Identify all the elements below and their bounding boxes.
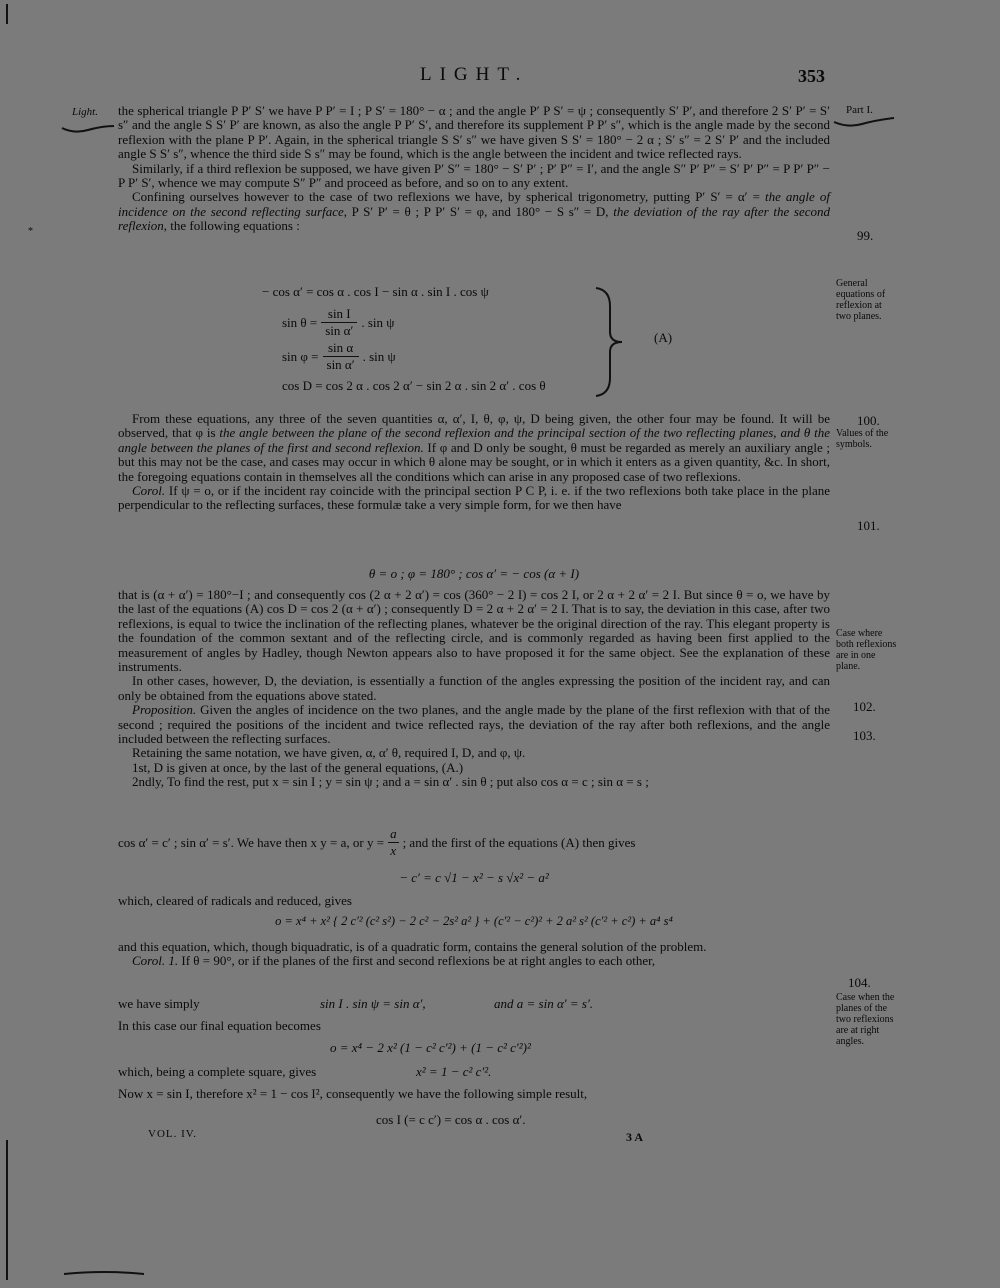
swash-ornament-right [832, 116, 896, 128]
equation-complete-square: x² = 1 − c² c′². [416, 1064, 492, 1079]
equation-substitution-line: cos α′ = c′ ; sin α′ = s′. We have then x y = a, or y = a x ; and the first of the equations (A) then gives [118, 826, 636, 858]
paragraph-104: Corol. 1. If θ = 90°, or if the planes of the first and second reflexions be at right angles to each other, [132, 953, 656, 969]
side-note-values-of-symbols: Values of the symbols. [836, 428, 889, 450]
side-note-case-one-plane: Case where both reflexions are in one plane. [836, 628, 897, 672]
paragraph-first: 1st, D is given at once, by the last of the general equations, (A.) [132, 759, 464, 775]
equation-simply-1: sin I . sin ψ = sin α′, [320, 996, 426, 1011]
equation-simply-2: and a = sin α′ = s′. [494, 996, 594, 1011]
text-we-have-simply: we have simply [118, 996, 200, 1011]
paragraph-second: 2ndly, To find the rest, put x = sin I ; y = sin ψ ; and a = sin α′ . sin θ ; put also cos α = c ; sin α = s ; [132, 774, 649, 790]
text-final-equation: In this case our final equation becomes [118, 1018, 321, 1033]
paragraph-number-104: 104. [848, 975, 871, 990]
equation-quartic: o = x⁴ + x² { 2 c′² (c² s²) − 2 c² − 2s² a² } + (c′² − c²)² + 2 a² s² (c′² + c²) + a⁴ s⁴ [275, 914, 673, 928]
text-cleared: which, cleared of radicals and reduced, gives [118, 893, 352, 908]
footer-volume: VOL. IV. [148, 1128, 198, 1140]
text-block-1 [118, 104, 830, 234]
scan-edge-mark-top [6, 4, 8, 24]
footer-signature: 3 A [626, 1130, 644, 1144]
text-block-3 [118, 588, 830, 790]
equation-radical: − c′ = c √1 − x² − s √x² − a² [399, 870, 549, 885]
paragraph-number-101: 101. [857, 518, 880, 533]
paragraph-number-103: 103. [853, 728, 876, 743]
side-note-general-equations: General equations of reflexion at two planes. [836, 278, 886, 322]
equation-line-4: cos D = cos 2 α . cos 2 α′ − sin 2 α . sin 2 α′ . cos θ [282, 378, 546, 393]
paragraph-number-102: 102. [853, 699, 876, 714]
paragraph-100: From these equations, any three of the seven quantities α, α′, I, θ, φ, ψ, D being given, the other four may be found. It will be observed, that φ is the angle between the plane of the second reflexion and the principal section of the two reflecting planes, and θ the angle between the planes of the first and second reflexion. If φ and D only be sought, θ must be regarded as merely an auxiliary angle ; but this may not be the case, and cases may occur in which θ alone may be sought, or in which it enters as a given quantity, &c. In short, the foregoing equations contain in themselves all the conditions which can arise in any proposed case of two reflexions. [118, 411, 830, 484]
text-block-4 [118, 940, 830, 969]
paragraph-two-reflexions: Confining ourselves however to the case of two reflexions we have, by spherical trigonometry, putting P′ S′ = α′ = the angle of incidence on the second reflecting surface, P S′ P′ = θ ; P P′ S′ = φ, and 180° − S s″ = D, the deviation of the ray after the second reflexion, the following equations : [118, 189, 830, 234]
paragraph-number-99: 99. [857, 228, 874, 243]
scan-smudge [64, 1270, 144, 1276]
right-brace-icon [590, 286, 630, 398]
paragraph-third-reflexion: Similarly, if a third reflexion be supposed, we have given P′ S″ = 180° − S′ P′ ; P′ P″ = I′, and the angle S″ P′ P″ = S′ P′ P″ = P P′ P″ − P P′ S′, whence we may compute S″ P″ and proceed as before, and so on to any extent. [118, 160, 830, 191]
equation-result: cos I (= c c′) = cos α . cos α′. [376, 1112, 526, 1127]
margin-label-left: Light. [72, 106, 98, 118]
side-note-right-angles: Case when the planes of the two reflexions are at right angles. [836, 992, 895, 1047]
page-number: 353 [798, 66, 825, 86]
equation-line-3: sin φ = sin α sin α′ . sin ψ [282, 340, 396, 372]
scan-edge-mark-bottom [6, 1140, 8, 1280]
margin-star-mark: * [28, 226, 33, 237]
text-block-2 [118, 412, 830, 513]
paragraph-103: Proposition. Given the angles of incidence on the two planes, and the angle made by the plane of the first reflexion with that of the second ; required the positions of the incident and twice reflected rays, the deviation of the ray after both reflexions, and the angle included between the reflecting surfaces. [118, 702, 830, 747]
equation-corollary: θ = o ; φ = 180° ; cos α′ = − cos (α + I) [368, 566, 580, 581]
paragraph-notation: Retaining the same notation, we have given, α, α′ θ, required I, D, and φ, ψ. [132, 745, 526, 761]
equation-line-1: − cos α′ = cos α . cos I − sin α . sin I . cos ψ [262, 284, 489, 299]
paragraph-102: In other cases, however, D, the deviation, is essentially a function of the angles expressing the position of the incident ray, and can only be obtained from the equations above stated. [118, 673, 830, 703]
paragraph-biquadratic: and this equation, which, though biquadratic, is of a quadratic form, contains the general solution of the problem. [118, 939, 707, 954]
paragraph-101: Corol. If ψ = o, or if the incident ray coincide with the principal section P C P, i. e. if the two reflexions both take place in the plane perpendicular to the reflecting surfaces, these formulæ take a very simple form, for we then have [118, 483, 830, 513]
text-simple-result: Now x = sin I, therefore x² = 1 − cos I², consequently we have the following simple result, [118, 1086, 588, 1101]
swash-ornament-left [60, 124, 116, 134]
paragraph-number-100: 100. [857, 413, 880, 428]
equation-label-A: (A) [654, 330, 673, 345]
equation-final: o = x⁴ − 2 x² (1 − c² c′²) + (1 − c² c′²)² [330, 1040, 531, 1055]
paragraph-continuation: the spherical triangle P P′ S′ we have P P′ = I ; P S′ = 180° − α ; and the angle P′ P S′ = ψ ; consequently S′ P′, and therefore 2 S′ P′ = S′ s″ and the angle S S′ P′ are known, as also the angle P P′ S′, and therefore its supplement P P′ s″, which is the angle made by the second reflexion with the plane P P′. Again, in the spherical triangle S S′ s″ we have given S S′ = 180° − 2 α ; S′ s″ = 2 S′ P′ and the included angle S S′ s″, whence the third side S s″ may be found, which is the angle between the incident and twice reflected rays. [118, 103, 830, 162]
running-title: LIGHT. [420, 64, 529, 85]
margin-label-right: Part I. [846, 104, 873, 116]
text-complete-square: which, being a complete square, gives [118, 1064, 317, 1079]
paragraph-sextant: that is (α + α′) = 180°−I ; and consequently cos (2 α + 2 α′) = cos (360° − 2 I) = cos 2 I, or 2 α + 2 α′ = 2 I. But since θ = o, we have by the last of the equations (A) cos D = cos 2 (α + α′) ; consequently D = 2 α + 2 α′ = 2 I. That is to say, the deviation in this case, after two reflexions, is equal to twice the inclination of the reflecting planes, whatever be the original direction of the ray. This elegant property is the foundation of the common sextant and of the reflecting circle, and is commonly regarded as having been first applied to the measurement of angles by Hadley, though Newton appears also to have proposed it for the same object. See the explanation of these instruments. [118, 587, 830, 675]
equation-line-2: sin θ = sin I sin α′ . sin ψ [282, 306, 395, 338]
